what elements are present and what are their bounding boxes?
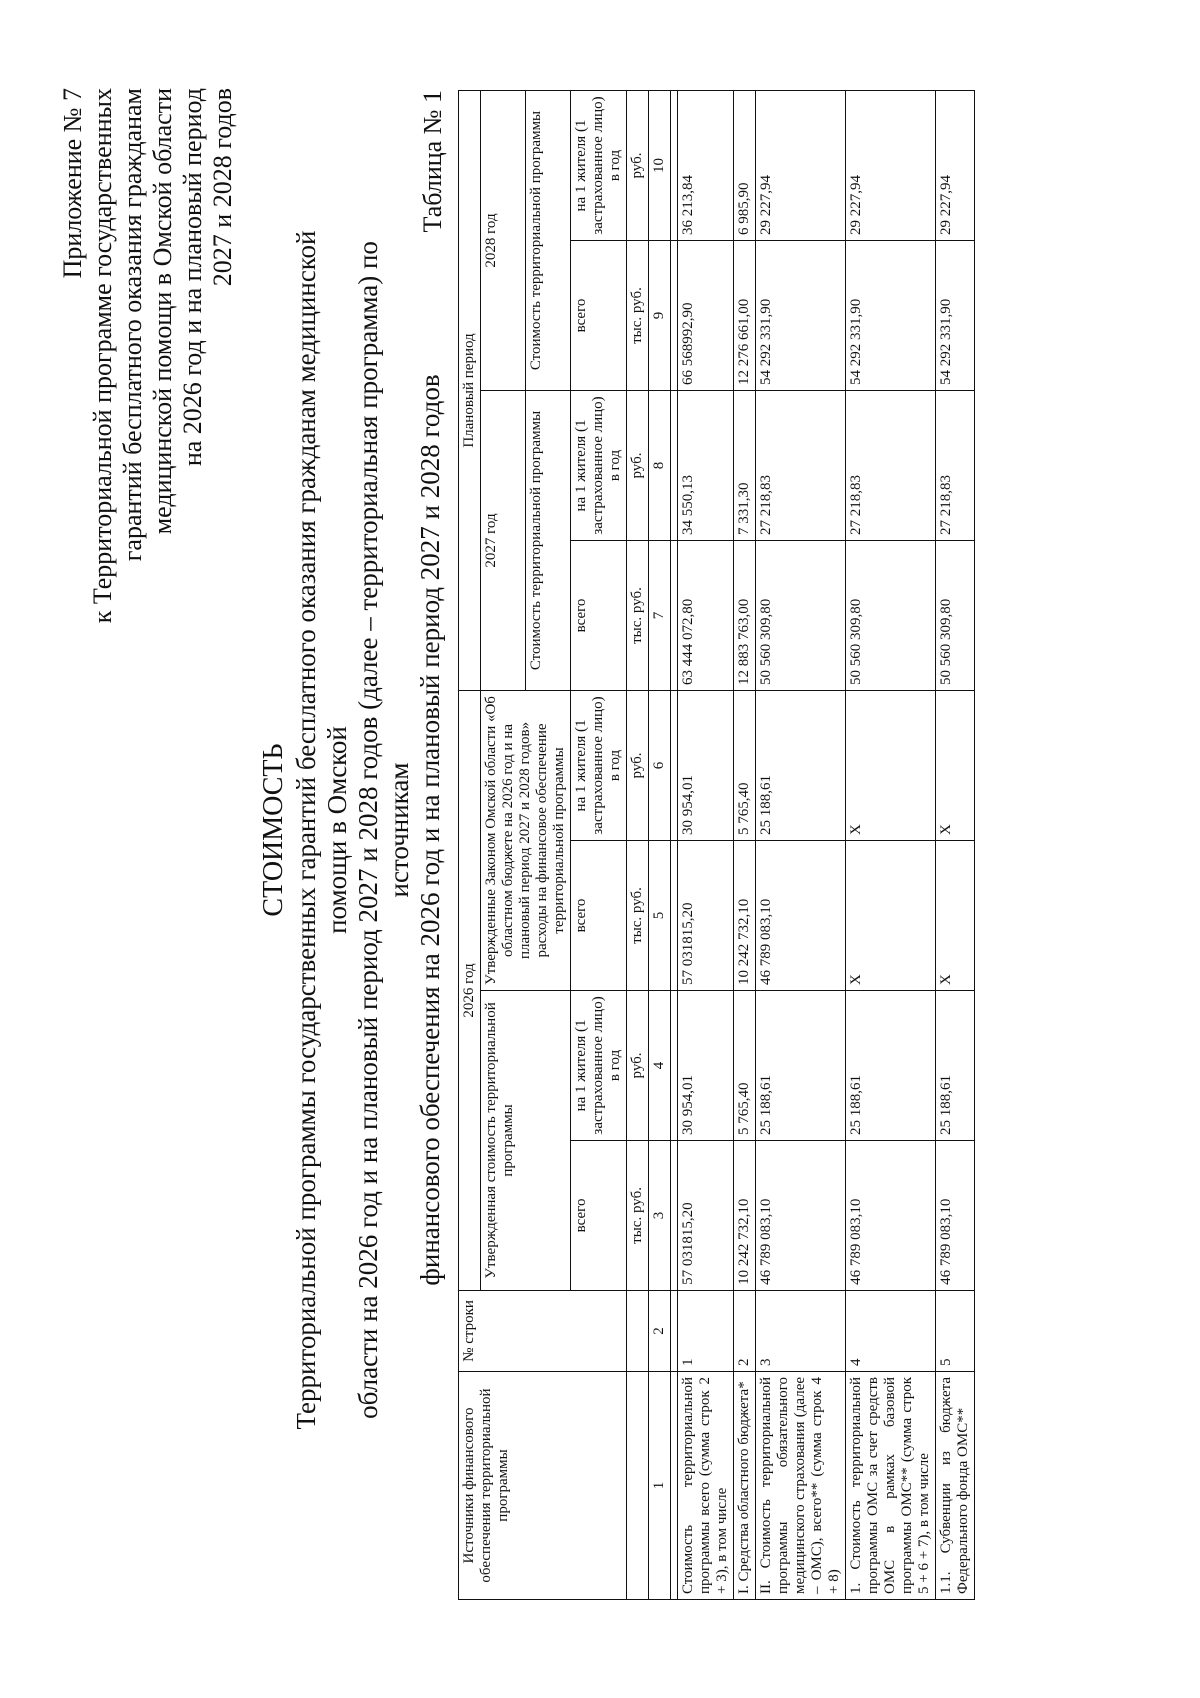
column-number: 3 [649,1140,671,1290]
header-row [459,91,481,1600]
cell-value: 50 560 309,80 [756,541,846,691]
unit: руб. [627,391,649,541]
spacer-row [671,91,678,1600]
appendix-line: гарантий бесплатного оказания гражданам [118,88,147,562]
row-label: I. Средства областного бюджета* [734,1371,756,1599]
cell-value: 12 883 763,00 [734,541,756,691]
row-number: 1 [678,1290,734,1371]
cell-value: 54 292 331,90 [846,241,936,391]
header-row-number: № строки [459,1290,627,1371]
unit: тыс. руб. [627,541,649,691]
column-number: 10 [649,91,671,241]
column-number: 6 [649,690,671,840]
cell-value: 46 789 083,10 [756,840,846,990]
cell-value: 6 985,90 [734,91,756,241]
cell-value: 29 227,94 [756,91,846,241]
row-label: 1.1. Субвенции из бюджета Федерального фонда ОМС** [936,1371,975,1599]
column-number: 5 [649,840,671,990]
row-label: II. Стоимость территориальной программы обязательного медицинского страхования (далее – ОМС), всего** (сумма строк 4 + 8) [756,1371,846,1599]
cell-value: 27 218,83 [936,391,975,541]
unit: тыс. руб. [627,840,649,990]
unit: тыс. руб. [627,241,649,391]
row-number: 2 [734,1290,756,1371]
appendix-line: Приложение № 7 [58,88,87,279]
header-cost-2028: Стоимость территориальной программы [526,91,571,391]
cell-value: 36 213,84 [678,91,734,241]
header-2028: 2028 год [481,91,526,391]
units-empty [627,1371,649,1599]
header-source: Источники финансового обеспечения территориальной программы [459,1371,627,1599]
units-row [627,91,649,1600]
header-per-resident: на 1 жителя (1 застрахованное лицо) в год [571,391,627,541]
document-title [258,210,446,1450]
header-per-resident: на 1 жителя (1 застрахованное лицо) в год [571,91,627,241]
cell-value: Х [846,690,936,840]
cell-value: 5 765,40 [734,690,756,840]
table-row [756,91,846,1600]
cell-value: 10 242 732,10 [734,840,756,990]
cell-value: 25 188,61 [756,990,846,1140]
header-per-resident: на 1 жителя (1 застрахованное лицо) в год [571,690,627,840]
cell-value: 12 276 661,00 [734,241,756,391]
column-number: 1 [649,1371,671,1599]
table-number: Таблица № 1 [418,90,447,233]
appendix-line: 2027 и 2028 годов [208,88,237,287]
cell-value: Х [936,690,975,840]
units-empty [627,1290,649,1371]
cell-value: 7 331,30 [734,391,756,541]
row-number: 4 [846,1290,936,1371]
cell-value: 30 954,01 [678,990,734,1140]
title-heading: СТОИМОСТЬ [258,743,289,917]
table-row [846,91,936,1600]
appendix-line: на 2026 год и на плановый период [178,88,207,467]
cell-value: 63 444 072,80 [678,541,734,691]
cell-value: 46 789 083,10 [756,1140,846,1290]
table-row [936,91,975,1600]
cell-value: 27 218,83 [846,391,936,541]
cell-value: 46 789 083,10 [936,1140,975,1290]
title-line: Территориальной программы государственных гарантий бесплатного оказания гражданам медицинской помощи в Омской [291,230,352,1430]
cell-value: 54 292 331,90 [936,241,975,391]
column-number: 9 [649,241,671,391]
unit: руб. [627,690,649,840]
appendix-line: медицинской помощи в Омской области [148,88,177,535]
header-2027: 2027 год [481,391,526,691]
cell-value: 57 031815,20 [678,840,734,990]
header-law-expenses: Утвержденные Законом Омской области «Об областном бюджете на 2026 год и на плановый период 2027 и 2028 годов» расходы на финансовое обеспечение территориальной программы [481,690,571,990]
column-number: 7 [649,541,671,691]
row-label: 1. Стоимость территориальной программы ОМС за счет средств ОМС в рамках базовой программы ОМС** (сумма строк 5 + 6 + 7), в том числе [846,1371,936,1599]
cell-value: Х [936,840,975,990]
column-number: 2 [649,1290,671,1371]
row-label: Стоимость территориальной программы всего (сумма строк 2 + 3), в том числе [678,1371,734,1599]
unit: тыс. руб. [627,1140,649,1290]
header-per-resident: на 1 жителя (1 застрахованное лицо) в год [571,990,627,1140]
cell-value: 29 227,94 [936,91,975,241]
table-row [734,91,756,1600]
cell-value: 66 568992,90 [678,241,734,391]
header-total: всего [571,541,627,691]
appendix-heading [58,88,238,808]
title-line: области на 2026 год и на плановый период 2027 и 2028 годов (далее – территориальная программа) по источникам [353,241,414,1419]
cell-value: 25 188,61 [936,990,975,1140]
cell-value: 54 292 331,90 [756,241,846,391]
cell-value: 27 218,83 [756,391,846,541]
unit: руб. [627,91,649,241]
header-2026: 2026 год [459,690,481,1290]
cell-value: 30 954,01 [678,690,734,840]
cell-value: 25 188,61 [756,690,846,840]
cell-value: 50 560 309,80 [936,541,975,691]
header-cost-2027: Стоимость территориальной программы [526,391,571,691]
table-row [678,91,734,1600]
header-total: всего [571,241,627,391]
header-total: всего [571,840,627,990]
header-approved-cost: Утвержденная стоимость территориальной программы [481,990,571,1290]
unit: руб. [627,990,649,1140]
cell-value: 29 227,94 [846,91,936,241]
cell-value: 34 550,13 [678,391,734,541]
title-line: финансового обеспечения на 2026 год и на плановый период 2027 и 2028 годов [415,374,445,1286]
column-number: 8 [649,391,671,541]
cell-value: 57 031815,20 [678,1140,734,1290]
column-numbers-row [649,91,671,1600]
cost-table [458,90,975,1600]
header-planned-period: Плановый период [459,91,481,691]
row-number: 3 [756,1290,846,1371]
column-number: 4 [649,990,671,1140]
cell-value: 5 765,40 [734,990,756,1140]
cell-value: 50 560 309,80 [846,541,936,691]
header-total: всего [571,1140,627,1290]
cell-value: 25 188,61 [846,990,936,1140]
cell-value: 10 242 732,10 [734,1140,756,1290]
appendix-line: к Территориальной программе государственных [88,88,117,624]
rotated-landscape-content [40,60,1140,1660]
cell-value: Х [846,840,936,990]
row-number: 5 [936,1290,975,1371]
cell-value: 46 789 083,10 [846,1140,936,1290]
